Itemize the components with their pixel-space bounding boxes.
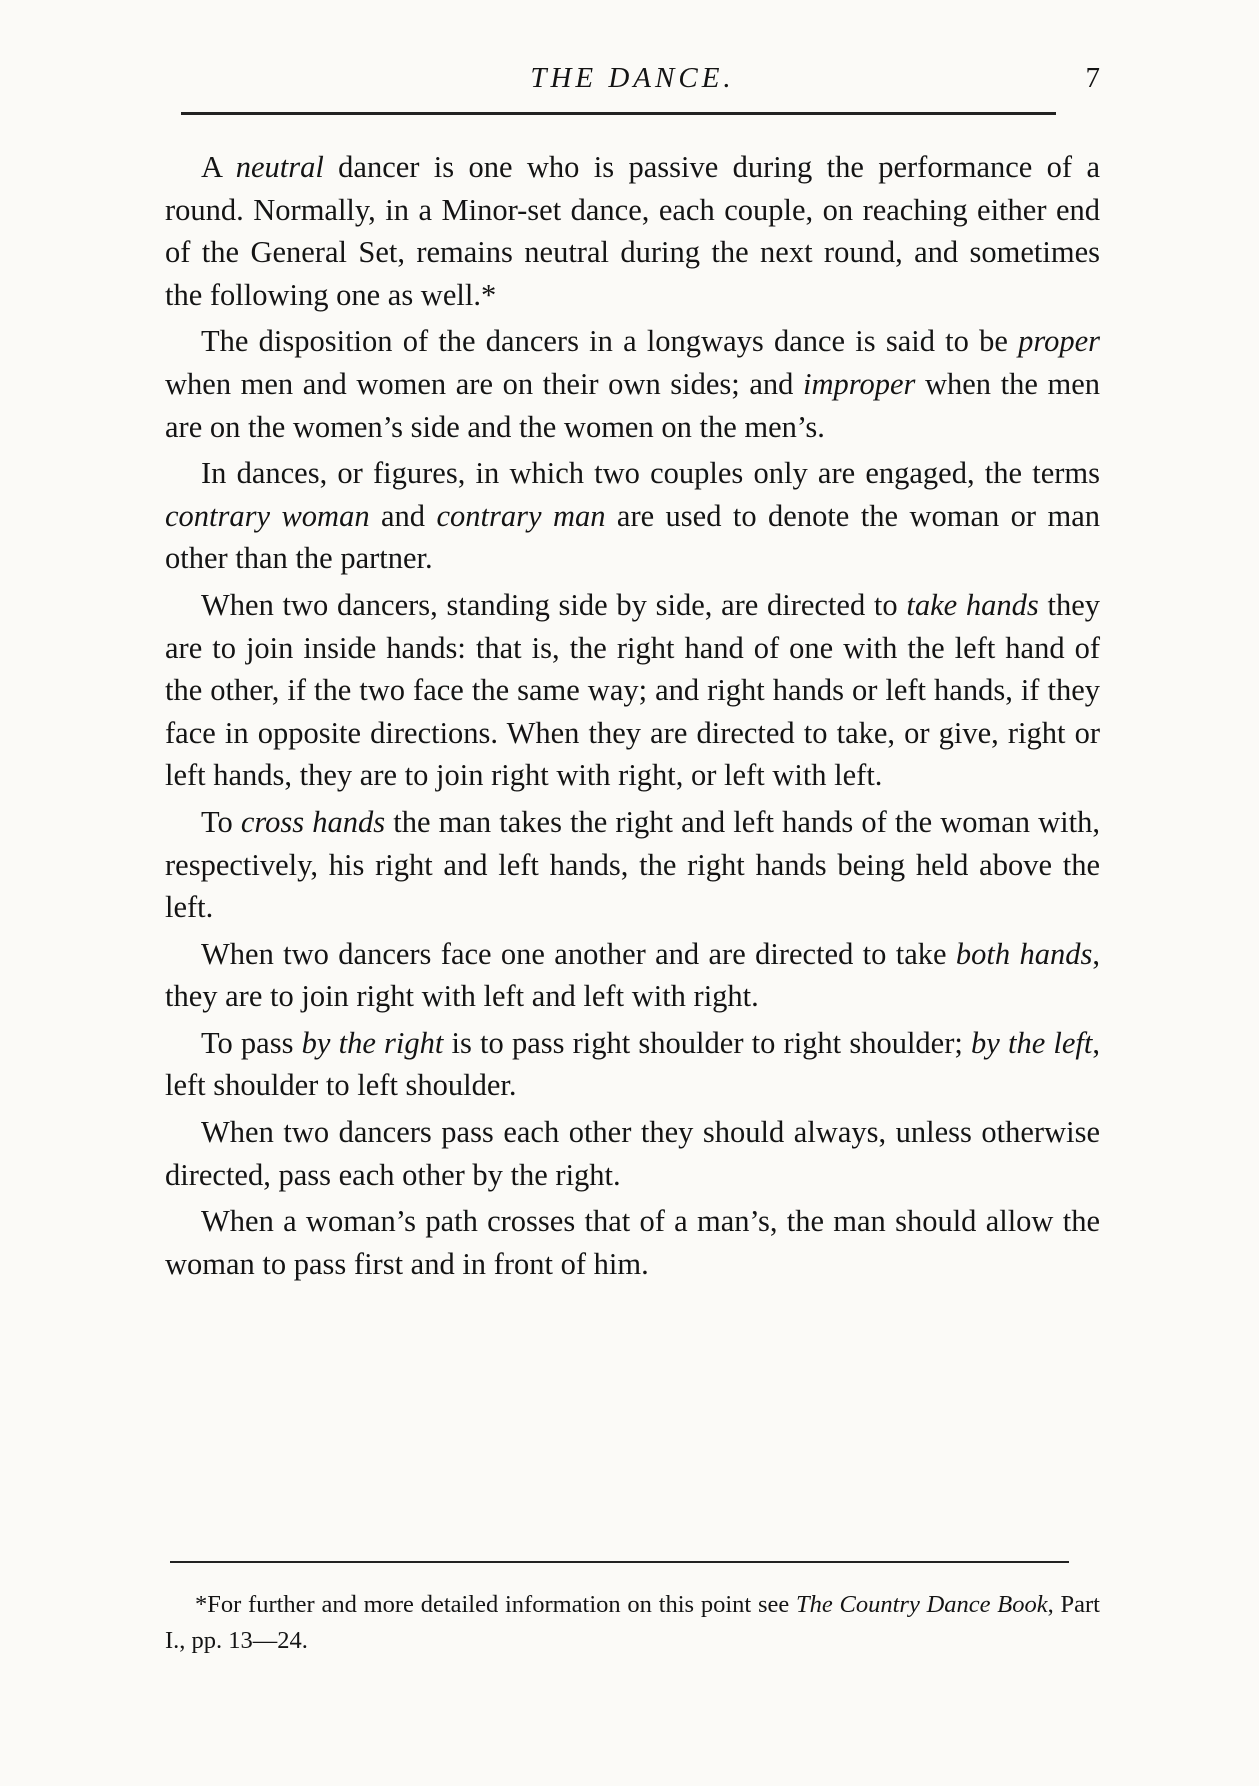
text-run: *For further and more detailed information on this point see	[195, 1591, 797, 1618]
footnote-text	[165, 1587, 1100, 1659]
text-run: The disposition of the dancers in a longways dance is said to be	[201, 324, 1019, 359]
text-run: are used to denote the woman or man other than the partner.	[165, 498, 1100, 576]
paragraph	[165, 320, 1100, 448]
italic-term: improper	[802, 366, 916, 401]
text-run: To pass	[201, 1025, 302, 1060]
italic-term: contrary man	[436, 498, 606, 533]
paragraph	[165, 1111, 1100, 1196]
page-number: 7	[1085, 62, 1100, 94]
paragraph	[165, 1200, 1100, 1285]
page-header	[165, 62, 1100, 102]
italic-term: proper	[1018, 324, 1100, 359]
italic-term: by the right	[301, 1025, 444, 1060]
italic-term: The Country Dance Book	[796, 1591, 1048, 1618]
text-run: is to pass right shoulder to right shoulder;	[443, 1025, 972, 1060]
text-run: To	[201, 804, 241, 839]
paragraph	[165, 584, 1100, 797]
italic-term: take hands	[906, 587, 1039, 622]
text-run: , they are to join right with left and left with right.	[165, 936, 1100, 1014]
paragraph	[165, 933, 1100, 1018]
footnote	[165, 1587, 1100, 1659]
text-run: when men and women are on their own sides; and	[165, 366, 803, 401]
italic-term: by the left	[971, 1025, 1093, 1060]
text-run: In dances, or figures, in which two couples only are engaged, the terms	[201, 456, 1100, 491]
text-run: the man takes the right and left hands of the woman with, respectively, his right and left hands, the right hands being held above the left.	[165, 804, 1100, 925]
text-run: When two dancers pass each other they should always, unless otherwise directed, pass each other by the right.	[165, 1115, 1100, 1192]
paragraph	[165, 452, 1100, 580]
italic-term: cross hands	[240, 804, 386, 839]
body-text	[165, 146, 1100, 1289]
text-run: , left shoulder to left shoulder.	[165, 1025, 1100, 1103]
footnote-rule	[170, 1561, 1069, 1563]
text-run: When a woman’s path crosses that of a man’s, the man should allow the woman to pass first and in front of him.	[165, 1204, 1100, 1281]
text-run: When two dancers, standing side by side, are directed to	[201, 587, 907, 622]
paragraph	[165, 801, 1100, 929]
text-run: A	[201, 150, 236, 184]
text-run: When two dancers face one another and are directed to take	[201, 936, 956, 971]
text-run: they are to join inside hands: that is, the right hand of one with the left hand of the other, if the two face the same way; and right hands or left hands, if they face in opposite directions. When they are directed to take, or give, right or left hands, they are to join right with right, or left with left.	[165, 587, 1100, 793]
header-rule	[181, 112, 1056, 115]
italic-term: neutral	[235, 150, 324, 184]
text-run: dancer is one who is passive during the performance of a round. Normally, in a Minor-set dance, each couple, on reaching either end of the General Set, remains neutral during the next round, and sometimes the following one as well.*	[165, 150, 1100, 312]
italic-term: contrary woman	[165, 498, 370, 533]
running-title: THE DANCE.	[530, 62, 735, 94]
text-run: , Part I., pp. 13—24.	[165, 1591, 1100, 1654]
italic-term: both hands	[955, 936, 1093, 971]
paragraph	[165, 146, 1100, 316]
paragraph	[165, 1022, 1100, 1107]
text-run: when the men are on the women’s side and the women on the men’s.	[165, 366, 1101, 444]
text-run: and	[369, 498, 437, 533]
